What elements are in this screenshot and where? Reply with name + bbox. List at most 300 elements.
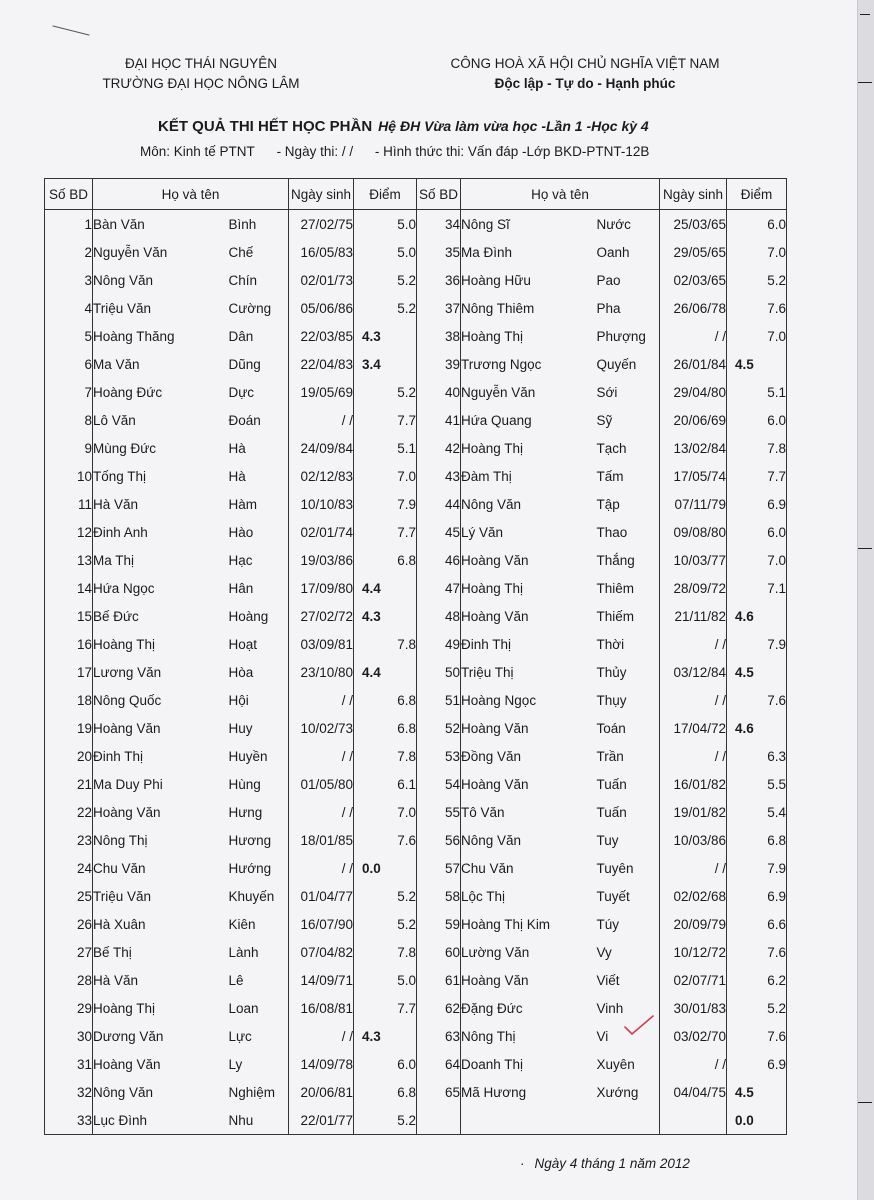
left-score: 5.2 bbox=[354, 378, 417, 406]
right-given-name: Phượng bbox=[597, 322, 660, 350]
left-given-name: Nhu bbox=[229, 1106, 289, 1135]
left-score: 4.3 bbox=[354, 322, 417, 350]
right-score: 7.6 bbox=[727, 294, 787, 322]
right-family-name: Nông Thiêm bbox=[461, 294, 597, 322]
table-row bbox=[45, 574, 787, 602]
left-family-name: Nông Thị bbox=[93, 826, 229, 854]
left-student-number: 18 bbox=[45, 686, 93, 714]
left-score: 3.4 bbox=[354, 350, 417, 378]
right-student-number: 34 bbox=[417, 210, 461, 239]
right-student-number: 48 bbox=[417, 602, 461, 630]
left-date-of-birth: 27/02/72 bbox=[289, 602, 354, 630]
left-given-name: Hướng bbox=[229, 854, 289, 882]
table-row bbox=[45, 938, 787, 966]
header-name: Họ và tên bbox=[461, 179, 660, 210]
left-given-name: Lê bbox=[229, 966, 289, 994]
left-score: 5.2 bbox=[354, 1106, 417, 1135]
left-date-of-birth: 14/09/71 bbox=[289, 966, 354, 994]
left-given-name: Hưng bbox=[229, 798, 289, 826]
right-family-name: Hoàng Thị bbox=[461, 574, 597, 602]
title-system: Hệ ĐH Vừa làm vừa học -Lần 1 -Học kỳ 4 bbox=[378, 118, 649, 134]
left-student-number: 11 bbox=[45, 490, 93, 518]
right-date-of-birth: / / bbox=[660, 1050, 727, 1078]
right-score: 5.5 bbox=[727, 770, 787, 798]
left-date-of-birth: / / bbox=[289, 1022, 354, 1050]
left-family-name: Nông Quốc bbox=[93, 686, 229, 714]
left-score: 7.8 bbox=[354, 938, 417, 966]
right-given-name: Túy bbox=[597, 910, 660, 938]
left-date-of-birth: 24/09/84 bbox=[289, 434, 354, 462]
table-row bbox=[45, 742, 787, 770]
left-date-of-birth: 23/10/80 bbox=[289, 658, 354, 686]
right-given-name: Tuyên bbox=[597, 854, 660, 882]
right-family-name: Nguyễn Văn bbox=[461, 378, 597, 406]
right-score: 7.7 bbox=[727, 462, 787, 490]
right-given-name: Toán bbox=[597, 714, 660, 742]
left-student-number: 24 bbox=[45, 854, 93, 882]
left-student-number: 19 bbox=[45, 714, 93, 742]
left-family-name: Bế Thị bbox=[93, 938, 229, 966]
left-given-name: Hà bbox=[229, 462, 289, 490]
left-given-name: Hoàng bbox=[229, 602, 289, 630]
left-student-number: 7 bbox=[45, 378, 93, 406]
right-date-of-birth: 03/12/84 bbox=[660, 658, 727, 686]
right-family-name: Lý Văn bbox=[461, 518, 597, 546]
left-given-name: Chế bbox=[229, 238, 289, 266]
right-family-name: Doanh Thị bbox=[461, 1050, 597, 1078]
right-score: 7.6 bbox=[727, 686, 787, 714]
left-given-name: Ly bbox=[229, 1050, 289, 1078]
left-family-name: Chu Văn bbox=[93, 854, 229, 882]
right-date-of-birth: 03/02/70 bbox=[660, 1022, 727, 1050]
right-student-number: 41 bbox=[417, 406, 461, 434]
right-score: 7.6 bbox=[727, 1022, 787, 1050]
left-date-of-birth: 14/09/78 bbox=[289, 1050, 354, 1078]
table-row bbox=[45, 546, 787, 574]
left-score: 6.8 bbox=[354, 546, 417, 574]
left-student-number: 9 bbox=[45, 434, 93, 462]
left-given-name: Hào bbox=[229, 518, 289, 546]
right-given-name: Thắng bbox=[597, 546, 660, 574]
right-date-of-birth: / / bbox=[660, 630, 727, 658]
left-family-name: Bế Đức bbox=[93, 602, 229, 630]
right-student-number: 56 bbox=[417, 826, 461, 854]
right-given-name: Tuấn bbox=[597, 770, 660, 798]
right-student-number: 60 bbox=[417, 938, 461, 966]
left-score: 7.0 bbox=[354, 462, 417, 490]
left-given-name: Huy bbox=[229, 714, 289, 742]
left-date-of-birth: 02/12/83 bbox=[289, 462, 354, 490]
left-family-name: Hà Văn bbox=[93, 490, 229, 518]
right-given-name: Nước bbox=[597, 210, 660, 239]
left-family-name: Nông Văn bbox=[93, 266, 229, 294]
left-family-name: Đinh Anh bbox=[93, 518, 229, 546]
left-score: 4.3 bbox=[354, 602, 417, 630]
exam-info bbox=[140, 144, 667, 159]
left-date-of-birth: 17/09/80 bbox=[289, 574, 354, 602]
issue-date: Ngày 4 tháng 1 năm 2012 bbox=[534, 1156, 690, 1171]
left-family-name: Ma Duy Phi bbox=[93, 770, 229, 798]
right-student-number: 59 bbox=[417, 910, 461, 938]
right-score: 4.5 bbox=[727, 1078, 787, 1106]
table-row bbox=[45, 658, 787, 686]
right-date-of-birth: 07/11/79 bbox=[660, 490, 727, 518]
right-family-name: Tô Văn bbox=[461, 798, 597, 826]
left-date-of-birth: 16/08/81 bbox=[289, 994, 354, 1022]
left-student-number: 23 bbox=[45, 826, 93, 854]
left-date-of-birth: 22/03/85 bbox=[289, 322, 354, 350]
right-score: 6.0 bbox=[727, 406, 787, 434]
header-no: Số BD bbox=[45, 179, 93, 210]
right-given-name: Pha bbox=[597, 294, 660, 322]
table-row bbox=[45, 1078, 787, 1106]
left-family-name: Lương Văn bbox=[93, 658, 229, 686]
left-student-number: 12 bbox=[45, 518, 93, 546]
left-date-of-birth: 16/07/90 bbox=[289, 910, 354, 938]
exam-form-label: - Hình thức thi: Vấn đáp -Lớp BKD-PTNT-12B bbox=[374, 144, 650, 159]
right-family-name: Mã Hương bbox=[461, 1078, 597, 1106]
left-date-of-birth: 02/01/74 bbox=[289, 518, 354, 546]
left-family-name: Hà Xuân bbox=[93, 910, 229, 938]
left-given-name: Dực bbox=[229, 378, 289, 406]
left-student-number: 2 bbox=[45, 238, 93, 266]
right-family-name: Lường Văn bbox=[461, 938, 597, 966]
right-family-name: Ma Đình bbox=[461, 238, 597, 266]
right-family-name: Hoàng Ngọc bbox=[461, 686, 597, 714]
right-family-name: Đồng Văn bbox=[461, 742, 597, 770]
left-given-name: Hùng bbox=[229, 770, 289, 798]
left-family-name: Hà Văn bbox=[93, 966, 229, 994]
right-date-of-birth: 10/03/77 bbox=[660, 546, 727, 574]
table-row bbox=[45, 518, 787, 546]
left-score: 5.0 bbox=[354, 966, 417, 994]
header-dob: Ngày sinh bbox=[289, 179, 354, 210]
left-family-name: Triệu Văn bbox=[93, 294, 229, 322]
table-row bbox=[45, 238, 787, 266]
right-student-number: 36 bbox=[417, 266, 461, 294]
header-name: Họ và tên bbox=[93, 179, 289, 210]
right-given-name: Xướng bbox=[597, 1078, 660, 1106]
right-date-of-birth: 13/02/84 bbox=[660, 434, 727, 462]
table-row bbox=[45, 1022, 787, 1050]
right-score: 7.0 bbox=[727, 322, 787, 350]
right-score: 5.2 bbox=[727, 994, 787, 1022]
right-score: 4.6 bbox=[727, 714, 787, 742]
left-given-name: Lành bbox=[229, 938, 289, 966]
right-student-number: 57 bbox=[417, 854, 461, 882]
right-score: 0.0 bbox=[727, 1106, 787, 1135]
left-given-name: Đoán bbox=[229, 406, 289, 434]
right-score: 6.0 bbox=[727, 518, 787, 546]
left-given-name: Hội bbox=[229, 686, 289, 714]
right-date-of-birth: / / bbox=[660, 854, 727, 882]
right-given-name: Tuấn bbox=[597, 798, 660, 826]
right-family-name bbox=[461, 1106, 597, 1135]
right-date-of-birth: 30/01/83 bbox=[660, 994, 727, 1022]
right-family-name: Hoàng Thị bbox=[461, 434, 597, 462]
left-score: 5.2 bbox=[354, 266, 417, 294]
left-score: 5.0 bbox=[354, 210, 417, 239]
left-student-number: 10 bbox=[45, 462, 93, 490]
left-date-of-birth: 19/05/69 bbox=[289, 378, 354, 406]
left-student-number: 6 bbox=[45, 350, 93, 378]
table-row bbox=[45, 994, 787, 1022]
table-row bbox=[45, 266, 787, 294]
left-given-name: Nghiệm bbox=[229, 1078, 289, 1106]
left-given-name: Hạc bbox=[229, 546, 289, 574]
right-date-of-birth: 20/09/79 bbox=[660, 910, 727, 938]
left-score: 7.7 bbox=[354, 994, 417, 1022]
left-date-of-birth: / / bbox=[289, 686, 354, 714]
left-family-name: Nguyễn Văn bbox=[93, 238, 229, 266]
left-date-of-birth: 10/10/83 bbox=[289, 490, 354, 518]
right-date-of-birth: 17/05/74 bbox=[660, 462, 727, 490]
table-row bbox=[45, 294, 787, 322]
left-student-number: 4 bbox=[45, 294, 93, 322]
left-date-of-birth: 07/04/82 bbox=[289, 938, 354, 966]
right-score: 6.3 bbox=[727, 742, 787, 770]
right-given-name bbox=[597, 1106, 660, 1135]
left-date-of-birth: 01/04/77 bbox=[289, 882, 354, 910]
left-family-name: Tống Thị bbox=[93, 462, 229, 490]
left-student-number: 31 bbox=[45, 1050, 93, 1078]
right-student-number: 61 bbox=[417, 966, 461, 994]
left-given-name: Hoạt bbox=[229, 630, 289, 658]
right-date-of-birth: / / bbox=[660, 742, 727, 770]
national-header bbox=[420, 54, 750, 94]
right-date-of-birth: 02/07/71 bbox=[660, 966, 727, 994]
left-student-number: 16 bbox=[45, 630, 93, 658]
table-row bbox=[45, 434, 787, 462]
table-row bbox=[45, 1106, 787, 1135]
right-date-of-birth: 17/04/72 bbox=[660, 714, 727, 742]
left-score: 5.2 bbox=[354, 294, 417, 322]
left-student-number: 28 bbox=[45, 966, 93, 994]
left-score: 7.9 bbox=[354, 490, 417, 518]
document-title bbox=[158, 118, 758, 135]
left-family-name: Hoàng Văn bbox=[93, 1050, 229, 1078]
university-name: ĐẠI HỌC THÁI NGUYÊN bbox=[124, 56, 278, 71]
right-date-of-birth: 29/04/80 bbox=[660, 378, 727, 406]
right-given-name: Tạch bbox=[597, 434, 660, 462]
left-given-name: Hà bbox=[229, 434, 289, 462]
right-date-of-birth: 29/05/65 bbox=[660, 238, 727, 266]
header-dob: Ngày sinh bbox=[660, 179, 727, 210]
left-family-name: Hoàng Thị bbox=[93, 994, 229, 1022]
footer-date bbox=[520, 1156, 690, 1171]
right-given-name: Thụy bbox=[597, 686, 660, 714]
table-row bbox=[45, 798, 787, 826]
left-family-name: Bàn Văn bbox=[93, 210, 229, 239]
right-student-number: 35 bbox=[417, 238, 461, 266]
left-given-name: Huyền bbox=[229, 742, 289, 770]
left-date-of-birth: 18/01/85 bbox=[289, 826, 354, 854]
left-score: 5.1 bbox=[354, 434, 417, 462]
left-given-name: Cường bbox=[229, 294, 289, 322]
left-given-name: Dân bbox=[229, 322, 289, 350]
right-family-name: Hứa Quang bbox=[461, 406, 597, 434]
right-date-of-birth: 26/01/84 bbox=[660, 350, 727, 378]
header-score: Điểm bbox=[727, 179, 787, 210]
left-given-name: Loan bbox=[229, 994, 289, 1022]
right-family-name: Nông Sĩ bbox=[461, 210, 597, 239]
right-date-of-birth: / / bbox=[660, 686, 727, 714]
right-student-number: 40 bbox=[417, 378, 461, 406]
left-score: 7.6 bbox=[354, 826, 417, 854]
right-date-of-birth: 16/01/82 bbox=[660, 770, 727, 798]
right-date-of-birth: 28/09/72 bbox=[660, 574, 727, 602]
table-row bbox=[45, 882, 787, 910]
right-score: 4.5 bbox=[727, 658, 787, 686]
left-student-number: 20 bbox=[45, 742, 93, 770]
left-student-number: 14 bbox=[45, 574, 93, 602]
right-score: 7.9 bbox=[727, 854, 787, 882]
right-given-name: Sỹ bbox=[597, 406, 660, 434]
school-name: TRƯỜNG ĐẠI HỌC NÔNG LÂM bbox=[102, 76, 300, 91]
left-family-name: Hứa Ngọc bbox=[93, 574, 229, 602]
left-given-name: Lực bbox=[229, 1022, 289, 1050]
right-date-of-birth: 26/06/78 bbox=[660, 294, 727, 322]
left-given-name: Kiên bbox=[229, 910, 289, 938]
right-family-name: Hoàng Thị Kim bbox=[461, 910, 597, 938]
country-name: CÔNG HOÀ XÃ HỘI CHỦ NGHĨA VIỆT NAM bbox=[450, 56, 720, 71]
national-motto: Độc lập - Tự do - Hạnh phúc bbox=[494, 76, 676, 91]
right-family-name: Lộc Thị bbox=[461, 882, 597, 910]
right-date-of-birth: 19/01/82 bbox=[660, 798, 727, 826]
table-row bbox=[45, 462, 787, 490]
table-row bbox=[45, 490, 787, 518]
right-given-name: Vinh bbox=[597, 994, 660, 1022]
right-family-name: Hoàng Văn bbox=[461, 546, 597, 574]
left-date-of-birth: 10/02/73 bbox=[289, 714, 354, 742]
right-given-name: Oanh bbox=[597, 238, 660, 266]
table-row bbox=[45, 966, 787, 994]
right-score: 6.9 bbox=[727, 1050, 787, 1078]
right-student-number: 64 bbox=[417, 1050, 461, 1078]
left-family-name: Hoàng Đức bbox=[93, 378, 229, 406]
right-date-of-birth: 21/11/82 bbox=[660, 602, 727, 630]
right-date-of-birth: 10/03/86 bbox=[660, 826, 727, 854]
table-row bbox=[45, 322, 787, 350]
right-date-of-birth: 09/08/80 bbox=[660, 518, 727, 546]
right-given-name: Sới bbox=[597, 378, 660, 406]
table-row bbox=[45, 770, 787, 798]
right-student-number: 50 bbox=[417, 658, 461, 686]
table-row bbox=[45, 854, 787, 882]
right-given-name: Thiếm bbox=[597, 602, 660, 630]
left-score: 5.2 bbox=[354, 910, 417, 938]
left-student-number: 29 bbox=[45, 994, 93, 1022]
table-row bbox=[45, 210, 787, 239]
right-date-of-birth bbox=[660, 1106, 727, 1135]
right-student-number: 49 bbox=[417, 630, 461, 658]
right-student-number: 54 bbox=[417, 770, 461, 798]
left-score: 5.0 bbox=[354, 238, 417, 266]
left-family-name: Triệu Văn bbox=[93, 882, 229, 910]
right-score: 6.9 bbox=[727, 882, 787, 910]
left-family-name: Lục Đình bbox=[93, 1106, 229, 1135]
footer-dot-icon: · bbox=[520, 1156, 525, 1171]
left-student-number: 30 bbox=[45, 1022, 93, 1050]
right-date-of-birth: 20/06/69 bbox=[660, 406, 727, 434]
right-student-number: 53 bbox=[417, 742, 461, 770]
left-family-name: Dương Văn bbox=[93, 1022, 229, 1050]
table-row bbox=[45, 714, 787, 742]
table-row bbox=[45, 910, 787, 938]
left-date-of-birth: 16/05/83 bbox=[289, 238, 354, 266]
right-date-of-birth: 04/04/75 bbox=[660, 1078, 727, 1106]
right-score: 7.1 bbox=[727, 574, 787, 602]
left-student-number: 26 bbox=[45, 910, 93, 938]
right-score: 5.4 bbox=[727, 798, 787, 826]
table-row bbox=[45, 378, 787, 406]
title-main: KẾT QUẢ THI HẾT HỌC PHẦN bbox=[158, 118, 373, 135]
header-no: Số BD bbox=[417, 179, 461, 210]
left-date-of-birth: 01/05/80 bbox=[289, 770, 354, 798]
right-score: 7.8 bbox=[727, 434, 787, 462]
right-given-name: Pao bbox=[597, 266, 660, 294]
table-row bbox=[45, 406, 787, 434]
left-given-name: Dũng bbox=[229, 350, 289, 378]
right-date-of-birth: 10/12/72 bbox=[660, 938, 727, 966]
right-score: 6.8 bbox=[727, 826, 787, 854]
right-score: 5.1 bbox=[727, 378, 787, 406]
right-student-number: 51 bbox=[417, 686, 461, 714]
right-family-name: Hoàng Văn bbox=[461, 714, 597, 742]
left-score: 6.8 bbox=[354, 1078, 417, 1106]
right-family-name: Hoàng Văn bbox=[461, 966, 597, 994]
right-family-name: Hoàng Hữu bbox=[461, 266, 597, 294]
right-score: 4.5 bbox=[727, 350, 787, 378]
table-row bbox=[45, 350, 787, 378]
left-student-number: 8 bbox=[45, 406, 93, 434]
table-row bbox=[45, 1050, 787, 1078]
right-family-name: Chu Văn bbox=[461, 854, 597, 882]
right-score: 6.2 bbox=[727, 966, 787, 994]
right-given-name: Thiêm bbox=[597, 574, 660, 602]
right-given-name: Tuy bbox=[597, 826, 660, 854]
scan-edge bbox=[857, 0, 874, 1200]
right-student-number: 65 bbox=[417, 1078, 461, 1106]
left-family-name: Ma Văn bbox=[93, 350, 229, 378]
right-score: 7.9 bbox=[727, 630, 787, 658]
right-given-name: Vi bbox=[597, 1022, 660, 1050]
left-family-name: Hoàng Thị bbox=[93, 630, 229, 658]
left-family-name: Ma Thị bbox=[93, 546, 229, 574]
left-date-of-birth: / / bbox=[289, 854, 354, 882]
left-score: 6.0 bbox=[354, 1050, 417, 1078]
left-score: 7.8 bbox=[354, 630, 417, 658]
exam-date-label: - Ngày thi: / / bbox=[276, 144, 354, 159]
table-body bbox=[45, 210, 787, 1135]
right-student-number: 63 bbox=[417, 1022, 461, 1050]
right-given-name: Tập bbox=[597, 490, 660, 518]
right-family-name: Nông Thị bbox=[461, 1022, 597, 1050]
left-score: 4.3 bbox=[354, 1022, 417, 1050]
right-student-number: 47 bbox=[417, 574, 461, 602]
institution-header bbox=[76, 54, 326, 94]
right-score: 7.0 bbox=[727, 546, 787, 574]
left-student-number: 21 bbox=[45, 770, 93, 798]
left-score: 7.7 bbox=[354, 406, 417, 434]
left-date-of-birth: 03/09/81 bbox=[289, 630, 354, 658]
right-student-number: 42 bbox=[417, 434, 461, 462]
right-score: 7.0 bbox=[727, 238, 787, 266]
right-date-of-birth: 02/02/68 bbox=[660, 882, 727, 910]
right-family-name: Nông Văn bbox=[461, 826, 597, 854]
right-date-of-birth: / / bbox=[660, 322, 727, 350]
right-score: 6.9 bbox=[727, 490, 787, 518]
